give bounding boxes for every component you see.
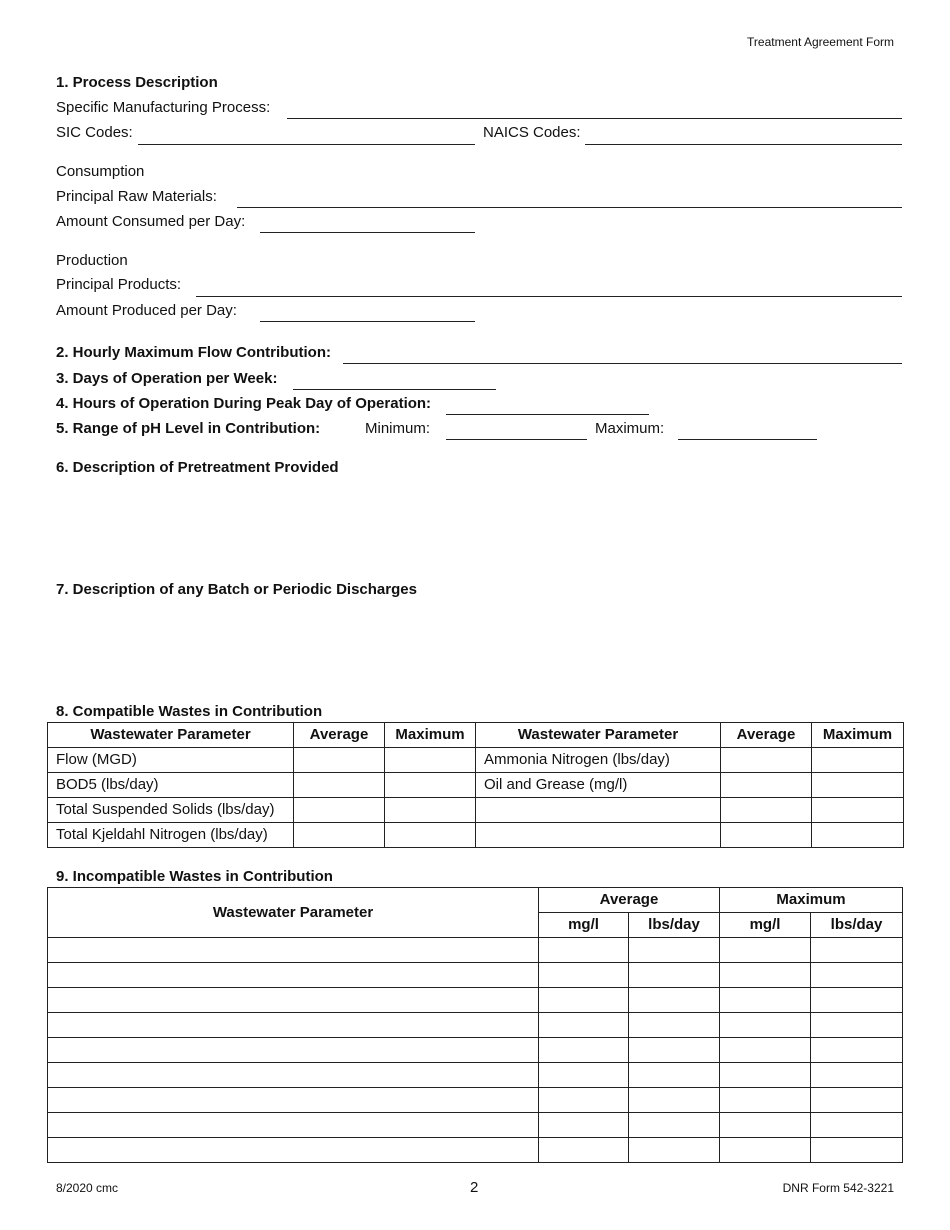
value-entry-cell[interactable]	[539, 1088, 629, 1113]
value-entry-cell[interactable]	[720, 1063, 811, 1088]
products-line	[196, 296, 902, 297]
column-header: Maximum	[385, 723, 476, 748]
value-entry-cell[interactable]	[720, 1038, 811, 1063]
column-header: Average	[721, 723, 812, 748]
table-row	[48, 773, 904, 798]
value-entry-cell[interactable]	[811, 963, 903, 988]
days-operation-field[interactable]	[293, 371, 496, 389]
amount-produced-line	[260, 321, 475, 322]
amount-consumed-field[interactable]	[260, 214, 475, 232]
parameter-cell: BOD5 (lbs/day)	[48, 773, 294, 798]
ph-minimum-label: Minimum:	[365, 420, 431, 437]
incompatible-header-row	[48, 888, 903, 913]
raw-materials-line	[237, 207, 902, 208]
ph-maximum-field[interactable]	[678, 421, 817, 439]
hours-operation-label: 4. Hours of Operation During Peak Day of Operation:	[56, 395, 432, 412]
avg-mg-header: mg/l	[539, 913, 629, 938]
value-entry-cell[interactable]	[812, 748, 904, 773]
amount-produced-label: Amount Produced per Day:	[56, 302, 237, 319]
value-entry-cell[interactable]	[385, 748, 476, 773]
value-entry-cell[interactable]	[476, 823, 721, 848]
value-entry-cell[interactable]	[811, 988, 903, 1013]
maximum-header: Maximum	[720, 888, 903, 913]
page-number: 2	[470, 1179, 479, 1196]
hourly-flow-label: 2. Hourly Maximum Flow Contribution:	[56, 344, 331, 361]
incompatible-wastes-heading: 9. Incompatible Wastes in Contribution	[56, 868, 333, 885]
value-entry-cell[interactable]	[629, 963, 720, 988]
column-header: Wastewater Parameter	[476, 723, 721, 748]
parameter-cell: Total Kjeldahl Nitrogen (lbs/day)	[48, 823, 294, 848]
value-entry-cell[interactable]	[385, 773, 476, 798]
footer-date-code: 8/2020 cmc	[56, 1181, 119, 1195]
table-row	[48, 823, 904, 848]
value-entry-cell[interactable]	[629, 1088, 720, 1113]
batch-discharges-description-area[interactable]	[56, 604, 902, 694]
table-row	[48, 1138, 903, 1163]
sic-codes-line	[138, 144, 475, 145]
compatible-header-row	[48, 723, 904, 748]
value-entry-cell[interactable]	[48, 1138, 539, 1163]
sic-label: SIC Codes:	[56, 124, 133, 141]
raw-materials-field[interactable]	[237, 189, 902, 207]
average-header: Average	[539, 888, 720, 913]
value-entry-cell[interactable]	[48, 1038, 539, 1063]
footer-form-number: DNR Form 542-3221	[782, 1181, 894, 1195]
value-entry-cell[interactable]	[539, 1138, 629, 1163]
avg-lbs-header: lbs/day	[629, 913, 720, 938]
compatible-wastes-heading: 8. Compatible Wastes in Contribution	[56, 703, 323, 720]
ph-range-label: 5. Range of pH Level in Contribution:	[56, 420, 321, 437]
value-entry-cell[interactable]	[811, 1138, 903, 1163]
hours-operation-field[interactable]	[446, 396, 649, 414]
specific-process-label: Specific Manufacturing Process:	[56, 99, 271, 116]
value-entry-cell[interactable]	[629, 938, 720, 963]
value-entry-cell[interactable]	[812, 823, 904, 848]
table-row	[48, 988, 903, 1013]
section-1-heading: 1. Process Description	[56, 74, 218, 91]
value-entry-cell[interactable]	[48, 988, 539, 1013]
ph-maximum-label: Maximum:	[595, 420, 665, 437]
value-entry-cell[interactable]	[629, 1038, 720, 1063]
value-entry-cell[interactable]	[720, 988, 811, 1013]
value-entry-cell[interactable]	[721, 773, 812, 798]
value-entry-cell[interactable]	[629, 1063, 720, 1088]
products-field[interactable]	[196, 278, 902, 296]
value-entry-cell[interactable]	[385, 798, 476, 823]
table-row	[48, 1113, 903, 1138]
specific-process-line	[287, 118, 902, 119]
value-entry-cell[interactable]	[811, 1038, 903, 1063]
value-entry-cell[interactable]	[385, 823, 476, 848]
naics-codes-line	[585, 144, 902, 145]
value-entry-cell[interactable]	[721, 798, 812, 823]
value-entry-cell[interactable]	[48, 1013, 539, 1038]
value-entry-cell[interactable]	[294, 798, 385, 823]
parameter-cell: Flow (MGD)	[48, 748, 294, 773]
value-entry-cell[interactable]	[539, 988, 629, 1013]
value-entry-cell[interactable]	[812, 798, 904, 823]
value-entry-cell[interactable]	[294, 748, 385, 773]
value-entry-cell[interactable]	[811, 938, 903, 963]
days-operation-label: 3. Days of Operation per Week:	[56, 370, 278, 387]
specific-process-field[interactable]	[287, 100, 902, 118]
value-entry-cell[interactable]	[720, 1113, 811, 1138]
ph-maximum-line	[678, 439, 817, 440]
value-entry-cell[interactable]	[721, 748, 812, 773]
incompatible-wastes-table	[47, 887, 903, 1163]
hours-operation-line	[446, 414, 649, 415]
value-entry-cell[interactable]	[629, 1113, 720, 1138]
value-entry-cell[interactable]	[48, 1088, 539, 1113]
value-entry-cell[interactable]	[294, 773, 385, 798]
value-entry-cell[interactable]	[48, 1063, 539, 1088]
value-entry-cell[interactable]	[720, 1088, 811, 1113]
ph-minimum-line	[446, 439, 587, 440]
table-row	[48, 1013, 903, 1038]
value-entry-cell[interactable]	[48, 938, 539, 963]
value-entry-cell[interactable]	[629, 1013, 720, 1038]
value-entry-cell[interactable]	[720, 1013, 811, 1038]
value-entry-cell[interactable]	[294, 823, 385, 848]
value-entry-cell[interactable]	[811, 1013, 903, 1038]
hourly-flow-field[interactable]	[343, 345, 902, 363]
value-entry-cell[interactable]	[629, 988, 720, 1013]
pretreatment-heading: 6. Description of Pretreatment Provided	[56, 459, 339, 476]
value-entry-cell[interactable]	[539, 1013, 629, 1038]
value-entry-cell[interactable]	[811, 1063, 903, 1088]
table-row	[48, 748, 904, 773]
pretreatment-description-area[interactable]	[56, 482, 902, 572]
amount-produced-field[interactable]	[260, 303, 475, 321]
value-entry-cell[interactable]	[721, 823, 812, 848]
value-entry-cell[interactable]	[720, 1138, 811, 1163]
value-entry-cell[interactable]	[48, 963, 539, 988]
value-entry-cell[interactable]	[812, 773, 904, 798]
naics-codes-field[interactable]	[585, 126, 902, 144]
value-entry-cell[interactable]	[811, 1088, 903, 1113]
batch-discharges-heading: 7. Description of any Batch or Periodic Discharges	[56, 581, 417, 598]
parameter-cell: Ammonia Nitrogen (lbs/day)	[476, 748, 721, 773]
max-mg-header: mg/l	[720, 913, 811, 938]
ph-minimum-field[interactable]	[446, 421, 587, 439]
products-label: Principal Products:	[56, 276, 182, 293]
param-header: Wastewater Parameter	[48, 888, 539, 938]
value-entry-cell[interactable]	[539, 1063, 629, 1088]
table-row	[48, 798, 904, 823]
table-row	[48, 938, 903, 963]
value-entry-cell[interactable]	[539, 1113, 629, 1138]
days-operation-line	[293, 389, 496, 390]
form-title: Treatment Agreement Form	[747, 35, 894, 49]
raw-materials-label: Principal Raw Materials:	[56, 188, 217, 205]
hourly-flow-line	[343, 363, 902, 364]
value-entry-cell[interactable]	[720, 938, 811, 963]
compatible-wastes-table	[47, 722, 904, 848]
value-entry-cell[interactable]	[539, 938, 629, 963]
column-header: Wastewater Parameter	[48, 723, 294, 748]
table-row	[48, 1038, 903, 1063]
production-heading: Production	[56, 252, 128, 269]
value-entry-cell[interactable]	[539, 1038, 629, 1063]
consumption-heading: Consumption	[56, 163, 145, 180]
value-entry-cell[interactable]	[476, 798, 721, 823]
column-header: Average	[294, 723, 385, 748]
table-row	[48, 1063, 903, 1088]
value-entry-cell[interactable]	[811, 1113, 903, 1138]
amount-consumed-label: Amount Consumed per Day:	[56, 213, 246, 230]
value-entry-cell[interactable]	[48, 1113, 539, 1138]
max-lbs-header: lbs/day	[811, 913, 903, 938]
value-entry-cell[interactable]	[720, 963, 811, 988]
value-entry-cell[interactable]	[539, 963, 629, 988]
table-row	[48, 1088, 903, 1113]
sic-codes-field[interactable]	[138, 126, 475, 144]
naics-label: NAICS Codes:	[483, 124, 581, 141]
column-header: Maximum	[812, 723, 904, 748]
value-entry-cell[interactable]	[629, 1138, 720, 1163]
parameter-cell: Total Suspended Solids (lbs/day)	[48, 798, 294, 823]
parameter-cell: Oil and Grease (mg/l)	[476, 773, 721, 798]
table-row	[48, 963, 903, 988]
amount-consumed-line	[260, 232, 475, 233]
